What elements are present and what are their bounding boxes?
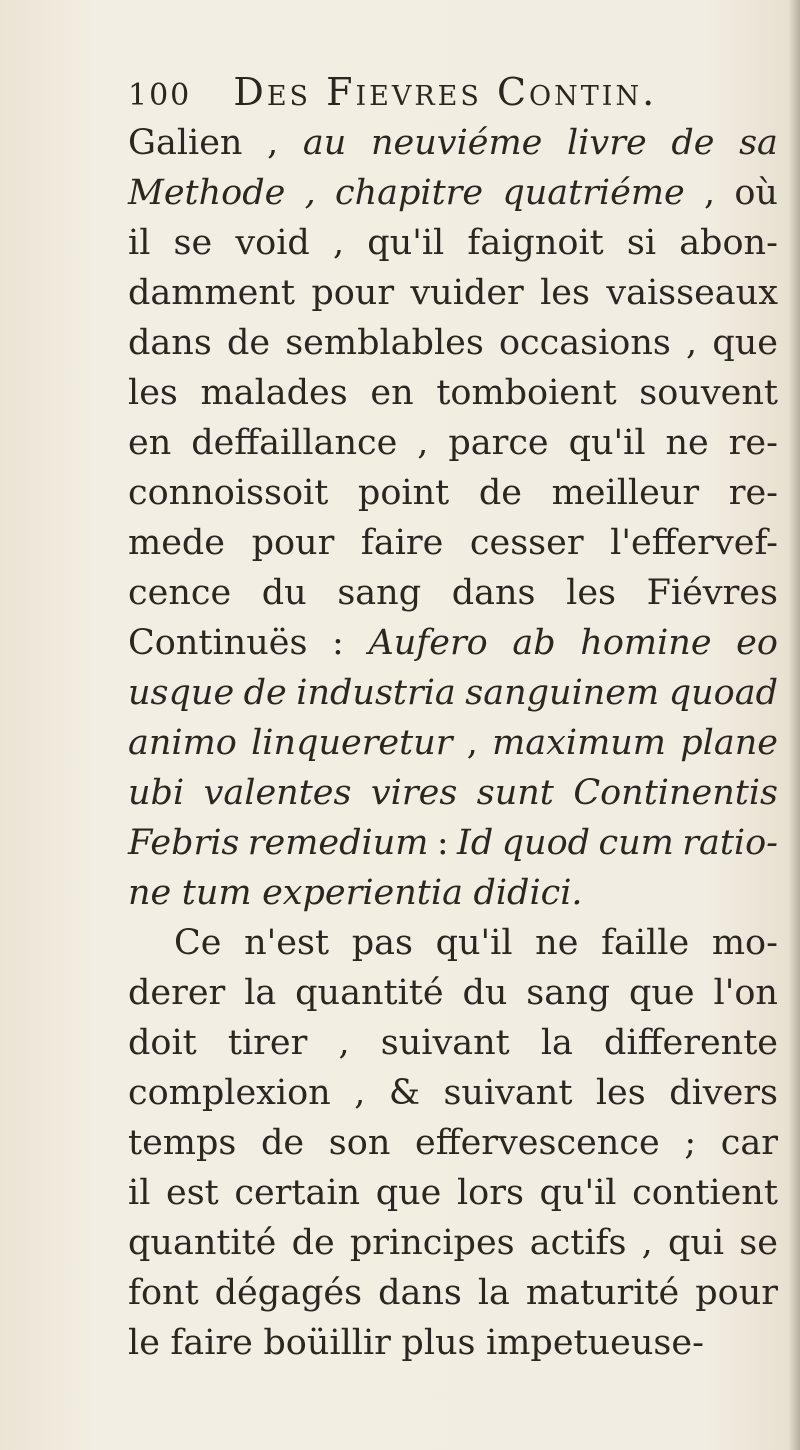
word: Febris	[128, 823, 240, 863]
word: complexion	[128, 1073, 331, 1113]
word: ,	[466, 723, 478, 763]
word: principes	[349, 1223, 515, 1263]
word: Continentis	[573, 773, 778, 813]
word: malades	[200, 373, 348, 413]
word: faignoit	[467, 223, 604, 263]
word: vuider	[410, 273, 524, 313]
word: en	[128, 423, 172, 463]
text-line	[128, 268, 778, 318]
text-line	[128, 418, 778, 468]
word: cence	[128, 573, 232, 613]
word: se	[173, 223, 213, 263]
page-number: 100	[128, 78, 192, 113]
text-line	[128, 318, 778, 368]
word: Continuës	[128, 623, 308, 663]
word: ,	[417, 423, 429, 463]
word: mo-	[711, 923, 778, 963]
word: pour	[311, 273, 395, 313]
word: dans	[128, 323, 212, 363]
word: sunt	[476, 773, 554, 813]
word: Ce	[174, 923, 222, 963]
text-line	[128, 1168, 778, 1218]
word: est	[166, 1173, 219, 1213]
paragraph-2	[128, 918, 778, 1368]
word: son	[328, 1123, 391, 1163]
word: Fiévres	[646, 573, 778, 613]
word: les	[566, 573, 616, 613]
text-line	[128, 468, 778, 518]
text-line	[128, 968, 778, 1018]
word: quoad	[668, 673, 778, 713]
word: didici.	[473, 873, 583, 913]
word: ne	[128, 873, 172, 913]
word: de	[478, 473, 522, 513]
body-text	[128, 118, 778, 1368]
text-line	[128, 1268, 778, 1318]
word: ab	[512, 623, 556, 663]
word: actifs	[529, 1223, 627, 1263]
word: damment	[128, 273, 295, 313]
word: ne	[665, 423, 709, 463]
word: experientia	[262, 873, 463, 913]
word: que	[375, 1173, 442, 1213]
word: ,	[354, 1073, 366, 1113]
text-line	[128, 1218, 778, 1268]
word: effervescence	[415, 1123, 660, 1163]
word: tum	[181, 873, 252, 913]
word: ,	[686, 323, 698, 363]
word: du	[462, 973, 508, 1013]
word: quod	[501, 823, 591, 863]
word: ubi	[128, 773, 185, 813]
text-line	[128, 118, 778, 168]
text-line	[128, 768, 778, 818]
word: pas	[351, 923, 413, 963]
text-line	[128, 918, 778, 968]
word: lors	[456, 1173, 524, 1213]
running-head	[128, 70, 778, 118]
word: animo	[128, 723, 237, 763]
word: qu'il	[568, 423, 646, 463]
word: :	[332, 623, 344, 663]
text-line	[128, 818, 778, 868]
word: sa	[739, 123, 778, 163]
word: quantité	[128, 1223, 277, 1263]
word: plane	[680, 723, 778, 763]
word: ,	[333, 223, 345, 263]
word: &	[388, 1073, 420, 1113]
word: livre	[567, 123, 647, 163]
word: quantité	[295, 973, 444, 1013]
text-line	[128, 218, 778, 268]
word: ,	[338, 1023, 350, 1063]
word: suivant	[380, 1023, 510, 1063]
word: sang	[526, 973, 611, 1013]
word: dans	[378, 1273, 462, 1313]
word: industria	[296, 673, 456, 713]
word: pour	[695, 1273, 778, 1313]
text-line	[128, 568, 778, 618]
word: ,	[703, 173, 716, 213]
word: ne	[535, 923, 579, 963]
text-line	[128, 168, 778, 218]
word: faire	[360, 523, 444, 563]
word: abon-	[679, 223, 778, 263]
word: linqueretur	[251, 723, 453, 763]
text-line	[128, 368, 778, 418]
running-title: Des Fievres Contin.	[233, 70, 658, 114]
word: derer	[128, 973, 226, 1013]
text-line	[128, 668, 778, 718]
word: en	[370, 373, 414, 413]
word: les	[540, 273, 590, 313]
word: ratio-	[682, 823, 778, 863]
word: la	[244, 973, 277, 1013]
word: Id	[457, 823, 494, 863]
word: remedium	[247, 823, 429, 863]
word: chapitre	[334, 173, 484, 213]
word: le	[128, 1323, 160, 1363]
word: si	[626, 223, 657, 263]
word: :	[436, 823, 449, 863]
word: boüillir	[263, 1323, 391, 1363]
word: certain	[234, 1173, 361, 1213]
word: semblables	[285, 323, 484, 363]
word: ;	[684, 1123, 697, 1163]
word: vaisseaux	[606, 273, 778, 313]
word: sanguinem	[465, 673, 660, 713]
word: ,	[267, 123, 279, 163]
word: cum	[598, 823, 674, 863]
word: pour	[251, 523, 335, 563]
word: car	[720, 1123, 778, 1163]
word: qu'il	[539, 1173, 617, 1213]
paragraph-1	[128, 118, 778, 918]
word: où	[734, 173, 778, 213]
word: qu'il	[435, 923, 513, 963]
word: suivant	[443, 1073, 573, 1113]
word: valentes	[203, 773, 352, 813]
word: que	[712, 323, 778, 363]
text-line	[128, 1118, 778, 1168]
text-line	[128, 868, 778, 918]
word: les	[128, 373, 178, 413]
word: du	[261, 573, 307, 613]
word: temps	[128, 1123, 237, 1163]
word: faire	[170, 1323, 253, 1363]
word: point	[357, 473, 450, 513]
text-line	[128, 1318, 778, 1368]
word: ,	[304, 173, 316, 213]
word: dans	[451, 573, 536, 613]
word: occasions	[498, 323, 671, 363]
word: maximum	[492, 723, 666, 763]
word: de	[243, 673, 287, 713]
word: sang	[337, 573, 422, 613]
word: au	[302, 123, 347, 163]
word: qu'il	[367, 223, 445, 263]
word: Aufero	[368, 623, 488, 663]
word: tomboient	[436, 373, 617, 413]
text-line	[128, 618, 778, 668]
word: usque	[128, 673, 235, 713]
word: mede	[128, 523, 226, 563]
page-edge-shadow	[788, 0, 800, 1450]
word: void	[235, 223, 310, 263]
text-line	[128, 1018, 778, 1068]
word: re-	[728, 473, 778, 513]
word: que	[628, 973, 695, 1013]
word: l'on	[713, 973, 778, 1013]
word: differente	[604, 1023, 778, 1063]
word: impetueuse-	[486, 1323, 704, 1363]
word: la	[540, 1023, 573, 1063]
word: faille	[601, 923, 690, 963]
word: Methode	[128, 173, 286, 213]
word: parce	[448, 423, 549, 463]
text-line	[128, 1068, 778, 1118]
word: connoissoit	[128, 473, 329, 513]
word: de	[291, 1223, 335, 1263]
word: plus	[401, 1323, 476, 1363]
word: deffaillance	[191, 423, 398, 463]
word: de	[261, 1123, 305, 1163]
word: tirer	[227, 1023, 308, 1063]
word: les	[595, 1073, 646, 1113]
word: divers	[669, 1073, 778, 1113]
word: homine	[580, 623, 712, 663]
word: souvent	[639, 373, 778, 413]
text-line	[128, 718, 778, 768]
word: la	[477, 1273, 510, 1313]
word: doit	[128, 1023, 197, 1063]
word: cesser	[469, 523, 584, 563]
word: qui	[667, 1223, 725, 1263]
word: maturité	[525, 1273, 680, 1313]
word: ,	[641, 1223, 653, 1263]
word: re-	[728, 423, 778, 463]
word: de	[671, 123, 715, 163]
word: neuviéme	[371, 123, 543, 163]
text-line	[128, 518, 778, 568]
word: meilleur	[551, 473, 700, 513]
word: font	[128, 1273, 199, 1313]
word: l'effervef-	[610, 523, 778, 563]
word: vires	[370, 773, 458, 813]
word: dégagés	[214, 1273, 363, 1313]
word: eo	[736, 623, 778, 663]
word: il	[128, 1173, 151, 1213]
word: de	[226, 323, 271, 363]
word: Galien	[128, 123, 243, 163]
word: quatriéme	[502, 173, 685, 213]
word: il	[128, 223, 151, 263]
word: se	[739, 1223, 778, 1263]
word: contient	[632, 1173, 778, 1213]
word: n'est	[244, 923, 330, 963]
